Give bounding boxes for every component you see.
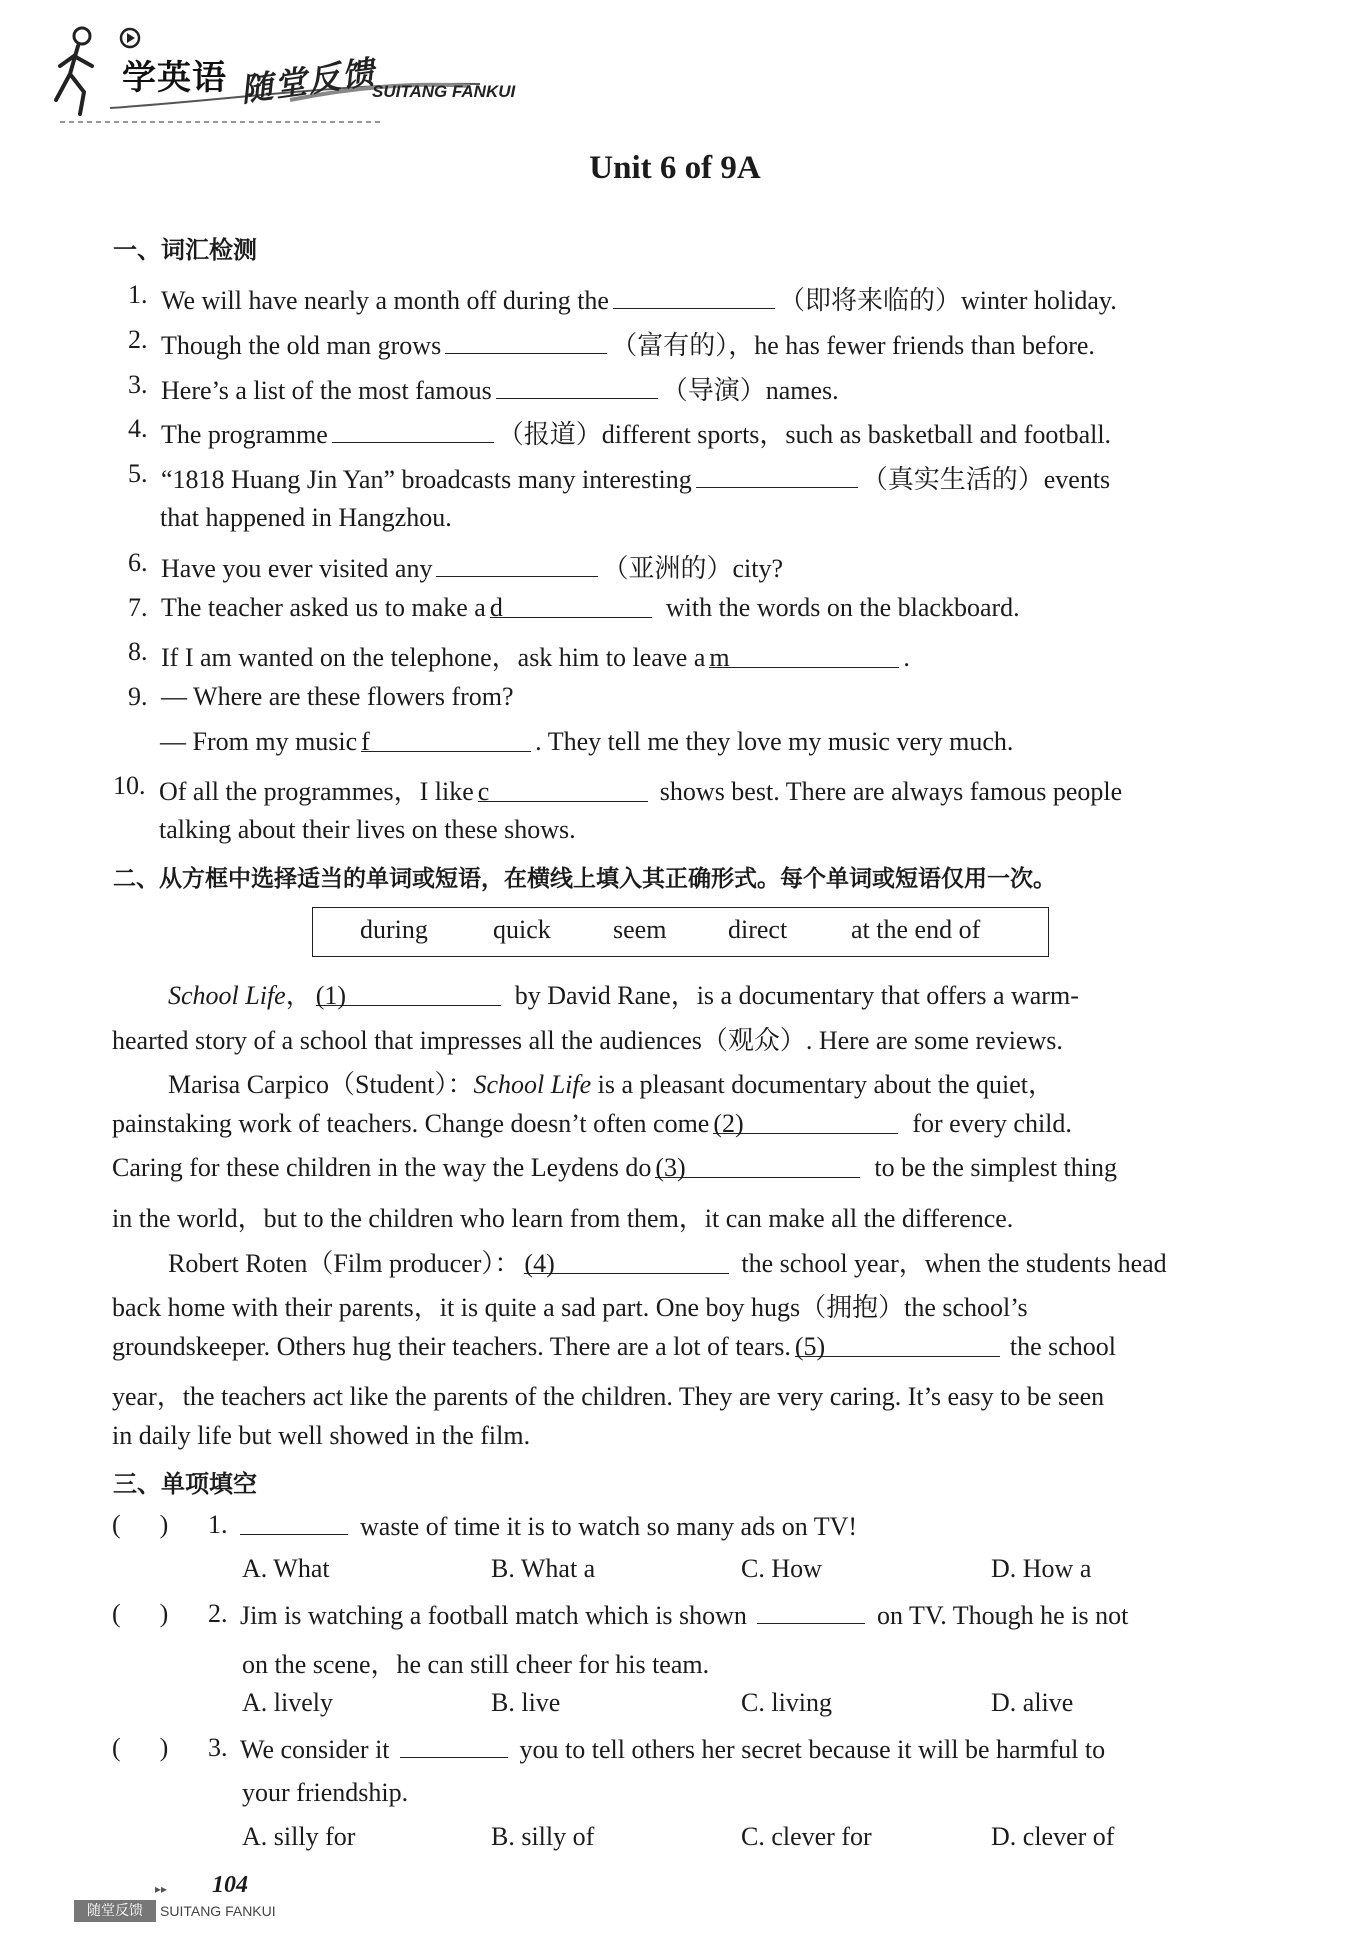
word-option: during	[360, 915, 428, 944]
logo-script: 随堂反馈	[238, 52, 379, 110]
vocab-question	[161, 414, 1111, 451]
mc-option-a[interactable]: A. silly for	[242, 1822, 356, 1851]
footer-logo-zh: 随堂反馈	[74, 1900, 156, 1922]
question-text: Have you ever visited any	[161, 554, 433, 583]
word-option: direct	[728, 915, 788, 944]
section-heading-multiple-choice: 三、单项填空	[113, 1470, 257, 1498]
item-number: 6.	[128, 548, 148, 577]
item-number: 4.	[128, 414, 148, 443]
mc-option-d[interactable]: D. How a	[991, 1554, 1092, 1583]
footer-logo	[74, 1900, 284, 1922]
item-number: 5.	[128, 459, 148, 488]
passage-line: year，the teachers act like the parents of the children. They are very caring. It’s easy to be seen	[112, 1382, 1105, 1411]
word-option: quick	[493, 915, 551, 944]
question-text: （导演）names.	[661, 376, 839, 405]
answer-bracket[interactable]: ( )	[112, 1733, 169, 1762]
logo-english: SUITANG FANKUI	[372, 82, 516, 101]
question-text: （富有的），he has fewer friends than before.	[611, 331, 1095, 360]
answer-blank[interactable]	[489, 593, 652, 622]
item-number: 3.	[208, 1733, 228, 1762]
item-number: 1.	[128, 280, 148, 309]
arrows-icon: ▸▸	[155, 1882, 168, 1896]
mc-option-d[interactable]: D. clever of	[991, 1822, 1115, 1851]
punctuation: ，	[285, 981, 312, 1010]
passage-text: to be the simplest thing	[874, 1153, 1117, 1182]
vocab-question	[161, 593, 1020, 623]
section-heading-word-box: 二、从方框中选择适当的单词或短语，在横线上填入其正确形式。每个单词或短语仅用一次。	[113, 866, 1056, 892]
mc-question	[240, 1733, 1105, 1765]
passage-line	[112, 1109, 1072, 1139]
question-text: with the words on the blackboard.	[665, 593, 1020, 622]
item-number: 10.	[113, 771, 146, 800]
vocab-question: — Where are these flowers from?	[161, 682, 514, 711]
answer-blank[interactable]	[696, 463, 858, 488]
question-text: you to tell others her secret because it will be harmful to	[519, 1735, 1106, 1764]
answer-blank[interactable]	[496, 374, 658, 399]
item-number: 1.	[208, 1510, 228, 1539]
passage-line	[168, 1243, 1167, 1280]
reviewer: Robert Roten（Film producer）：	[168, 1249, 521, 1278]
question-continuation: that happened in Hangzhou.	[160, 503, 452, 532]
answer-bracket[interactable]: ( )	[112, 1599, 169, 1628]
reviewer: Marisa Carpico（Student）：	[168, 1070, 474, 1099]
blank-number: (2)	[713, 1109, 744, 1138]
answer-blank-4[interactable]	[524, 1249, 729, 1278]
passage-line	[168, 975, 1079, 1012]
answer-blank[interactable]	[361, 727, 531, 756]
question-text: We consider it	[240, 1735, 390, 1764]
first-letter-hint: f	[361, 727, 370, 756]
item-number: 7.	[128, 593, 148, 622]
passage-text: the school	[1009, 1332, 1117, 1361]
passage-line: back home with their parents，it is quite a sad part. One boy hugs（拥抱）the school’s	[112, 1293, 1028, 1322]
item-number: 2.	[128, 325, 148, 354]
passage-text: for every child.	[912, 1109, 1072, 1138]
header-logo	[50, 22, 550, 132]
question-text: “1818 Huang Jin Yan” broadcasts many interesting	[161, 465, 692, 494]
first-letter-hint: d	[489, 593, 503, 622]
answer-blank[interactable]	[400, 1733, 508, 1758]
passage-text: the school year，when the students head	[741, 1249, 1167, 1278]
passage-text: groundskeeper. Others hug their teachers. There are a lot of tears.	[112, 1332, 791, 1361]
section-heading-vocab: 一、词汇检测	[113, 236, 257, 264]
vocab-question-reply	[160, 727, 1013, 757]
first-letter-hint: c	[477, 777, 490, 806]
question-text: shows best. There are always famous people	[659, 777, 1123, 806]
question-text: （亚洲的）city?	[602, 554, 783, 583]
question-text: If I am wanted on the telephone，ask him to leave a	[161, 643, 706, 672]
passage-text: Caring for these children in the way the Leydens do	[112, 1153, 652, 1182]
question-continuation: your friendship.	[242, 1778, 409, 1807]
question-text: We will have nearly a month off during the	[161, 286, 609, 315]
question-text: Of all the programmes，I like	[159, 777, 474, 806]
answer-blank-3[interactable]	[655, 1153, 860, 1182]
passage-line	[112, 1332, 1116, 1362]
vocab-question	[161, 325, 1095, 362]
vocab-question	[161, 637, 910, 674]
answer-blank[interactable]	[613, 284, 775, 309]
item-number: 2.	[208, 1599, 228, 1628]
item-number: 8.	[128, 637, 148, 666]
vocab-question	[161, 548, 783, 585]
question-text: （真实生活的）events	[861, 465, 1111, 494]
mc-option-c[interactable]: C. How	[741, 1554, 822, 1583]
mc-option-b[interactable]: B. What a	[491, 1554, 596, 1583]
question-text: — From my music	[160, 727, 358, 756]
page-title: Unit 6 of 9A	[589, 150, 761, 186]
vocab-question	[159, 771, 1122, 808]
footer-logo-en: SUITANG FANKUI	[160, 1903, 276, 1919]
vocab-question	[161, 370, 839, 407]
question-text: Here’s a list of the most famous	[161, 376, 492, 405]
word-option: seem	[613, 915, 667, 944]
mc-option-a[interactable]: A. What	[242, 1554, 330, 1583]
answer-blank[interactable]	[240, 1510, 348, 1535]
question-text: The teacher asked us to make a	[161, 593, 486, 622]
item-number: 9.	[128, 682, 148, 711]
vocab-question	[161, 459, 1110, 496]
passage-line: in the world，but to the children who learn from them，it can make all the difference.	[112, 1204, 1014, 1233]
answer-blank[interactable]	[445, 329, 607, 354]
question-text: The programme	[161, 420, 328, 449]
mc-question	[240, 1599, 1128, 1631]
question-continuation: talking about their lives on these shows.	[159, 815, 576, 844]
blank-number: (3)	[655, 1153, 686, 1182]
answer-blank[interactable]	[709, 643, 899, 672]
passage-line: hearted story of a school that impresses all the audiences（观众）. Here are some reviews.	[112, 1026, 1063, 1055]
passage-text: painstaking work of teachers. Change doesn’t often come	[112, 1109, 710, 1138]
mc-option-c[interactable]: C. living	[741, 1688, 833, 1717]
question-text: . They tell me they love my music very much.	[535, 727, 1014, 756]
item-number: 3.	[128, 370, 148, 399]
question-text: Jim is watching a football match which is shown	[240, 1601, 747, 1630]
mc-option-b[interactable]: B. silly of	[491, 1822, 595, 1851]
answer-blank[interactable]	[332, 418, 494, 443]
question-text: Though the old man grows	[161, 331, 442, 360]
passage-text: by David Rane，is a documentary that offers a warm-	[514, 981, 1079, 1010]
film-title: School Life	[473, 1070, 592, 1099]
mc-question	[240, 1510, 857, 1542]
question-text: on TV. Though he is not	[876, 1601, 1129, 1630]
answer-blank[interactable]	[477, 777, 648, 806]
passage-text: is a pleasant documentary about the quiet，	[597, 1070, 1054, 1099]
word-option: at the end of	[851, 915, 981, 944]
answer-blank[interactable]	[436, 552, 598, 577]
question-text: （即将来临的）winter holiday.	[778, 286, 1117, 315]
answer-blank-5[interactable]	[794, 1332, 1000, 1361]
question-text: （报道）different sports，such as basketball and football.	[497, 420, 1112, 449]
answer-bracket[interactable]: ( )	[112, 1510, 169, 1539]
blank-number: (4)	[524, 1249, 555, 1278]
passage-line	[112, 1153, 1117, 1183]
word-box	[312, 907, 1049, 957]
question-text: waste of time it is to watch so many ads on TV!	[360, 1512, 858, 1541]
question-continuation: on the scene，he can still cheer for his team.	[242, 1650, 710, 1679]
mc-option-a[interactable]: A. lively	[242, 1688, 333, 1717]
page-number: 104	[212, 1872, 248, 1898]
answer-blank-2[interactable]	[713, 1109, 898, 1138]
logo-title: 学英语	[122, 58, 227, 98]
answer-blank-1[interactable]	[315, 981, 501, 1010]
vocab-question	[161, 280, 1117, 317]
passage-line: in daily life but well showed in the film.	[112, 1421, 531, 1450]
question-text: .	[903, 643, 910, 672]
first-letter-hint: m	[709, 643, 730, 672]
mc-option-b[interactable]: B. live	[491, 1688, 561, 1717]
answer-blank[interactable]	[757, 1599, 865, 1624]
mc-option-d[interactable]: D. alive	[991, 1688, 1074, 1717]
passage-line	[168, 1064, 1054, 1101]
mc-option-c[interactable]: C. clever for	[741, 1822, 872, 1851]
blank-number: (1)	[315, 981, 347, 1010]
film-title: School Life	[168, 981, 286, 1010]
blank-number: (5)	[794, 1332, 826, 1361]
